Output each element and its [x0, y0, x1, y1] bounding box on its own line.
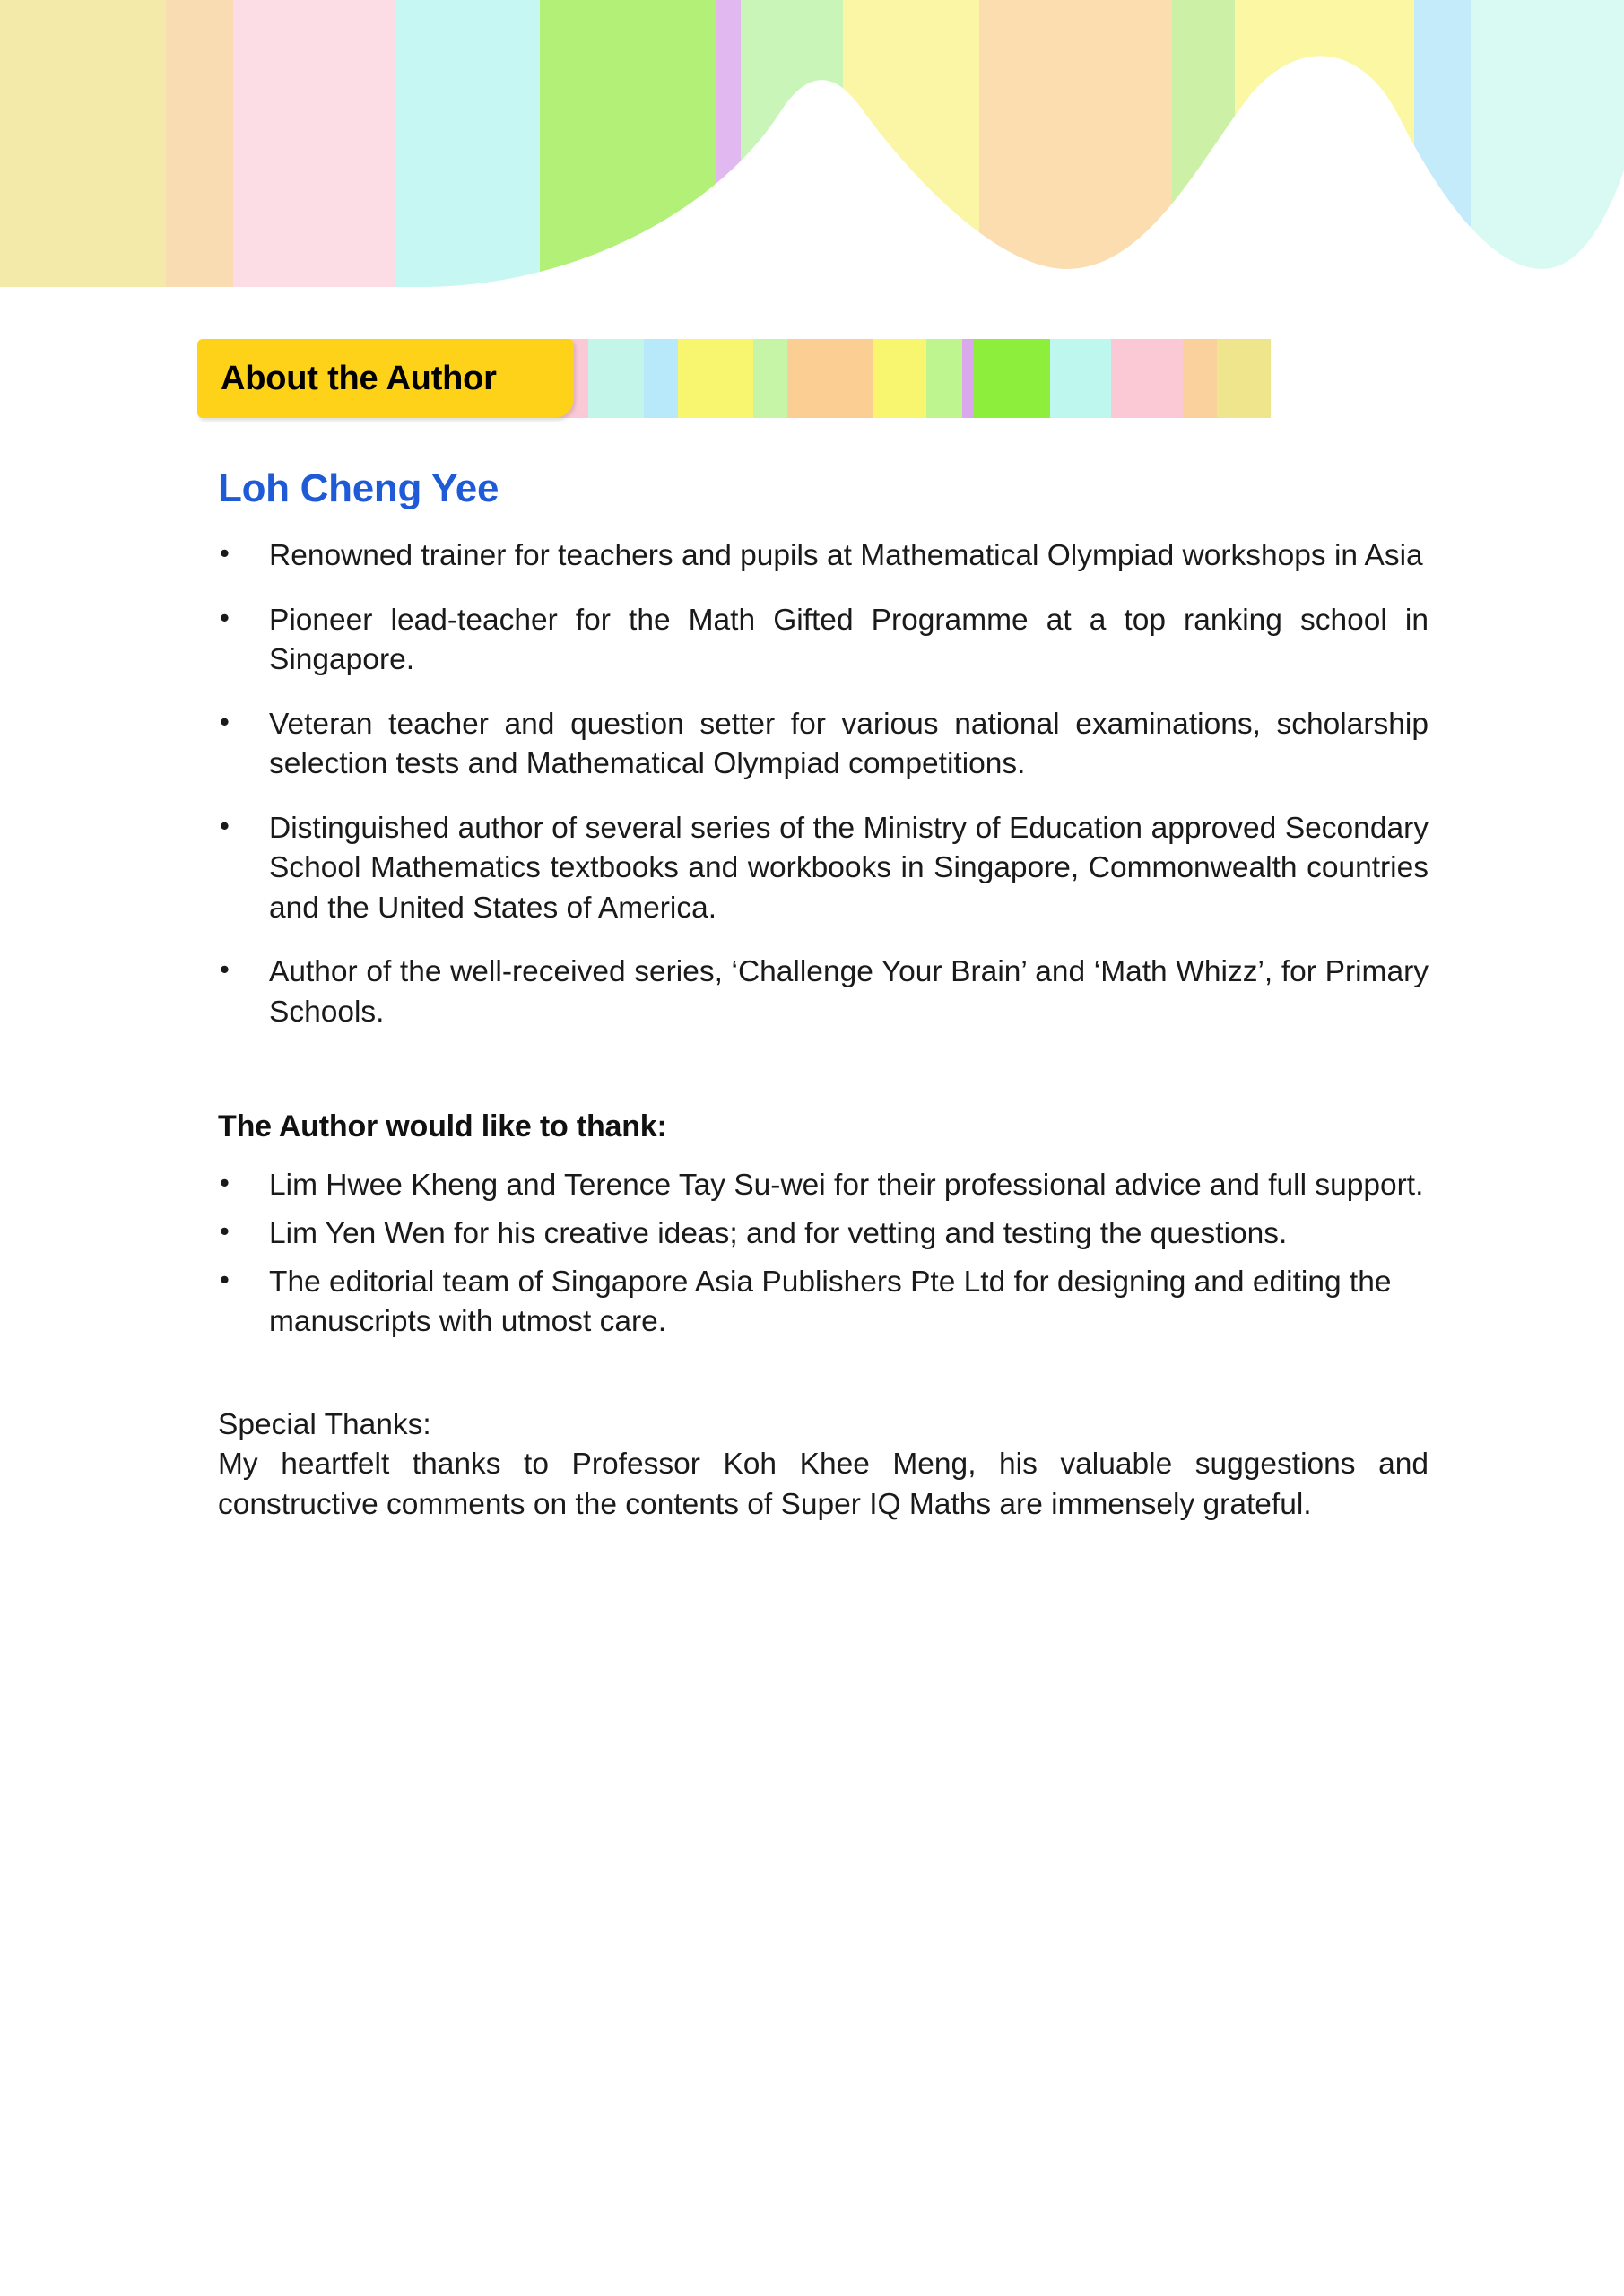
special-thanks-body: My heartfelt thanks to Professor Koh Khee Meng, his valuable suggestions and constructive comments on the contents of Super IQ Maths are immensely grateful. [218, 1448, 1429, 1521]
banner-stripe [233, 0, 395, 287]
banner-stripe [395, 0, 540, 287]
header-stripe [678, 339, 753, 418]
acknowledgements-heading: The Author would like to thank: [218, 1109, 667, 1144]
special-thanks-label: Special Thanks: [218, 1407, 431, 1441]
banner-stripe [843, 0, 979, 287]
header-stripe [644, 339, 678, 418]
page-content [218, 466, 1429, 1525]
header-stripe [787, 339, 873, 418]
banner-stripe-group [0, 0, 1624, 287]
acknowledgements-list [218, 1166, 1429, 1342]
banner-stripe [1414, 0, 1471, 287]
banner-stripe [166, 0, 233, 287]
list-item: • Veteran teacher and question setter for various national examinations, scholarship selection tests and Mathematical Olympiad competitions. [218, 705, 1429, 785]
header-stripe [1183, 339, 1217, 418]
author-name-heading: Loh Cheng Yee [218, 466, 499, 510]
header-stripe [1050, 339, 1111, 418]
header-stripe [753, 339, 787, 418]
banner-stripe [1235, 0, 1414, 287]
special-thanks-block [218, 1405, 1429, 1526]
header-stripe [1111, 339, 1183, 418]
header-stripe [588, 339, 644, 418]
list-item: • Renowned trainer for teachers and pupils at Mathematical Olympiad workshops in Asia [218, 536, 1429, 577]
banner-stripe [0, 0, 166, 287]
banner-stripe [540, 0, 716, 287]
section-title: About the Author [221, 359, 497, 397]
list-item: • The editorial team of Singapore Asia Publishers Pte Ltd for designing and editing the manuscripts with utmost care. [218, 1263, 1429, 1343]
banner-stripe [716, 0, 741, 287]
banner-stripe [741, 0, 843, 287]
banner-stripe [1172, 0, 1235, 287]
list-item: • Lim Hwee Kheng and Terence Tay Su-wei for their professional advice and full support. [218, 1166, 1429, 1206]
header-stripe [1217, 339, 1271, 418]
list-item: • Distinguished author of several series of the Ministry of Education approved Secondary School Mathematics textbooks and workbooks in Singapore, Commonwealth countries and the United States of America. [218, 809, 1429, 929]
banner-stripe [979, 0, 1172, 287]
author-credentials-list [218, 536, 1429, 1032]
header-stripe [973, 339, 1050, 418]
section-header [197, 339, 1429, 418]
about-the-author-tab [197, 339, 574, 418]
decorative-top-banner [0, 0, 1624, 287]
banner-stripes-svg [0, 0, 1624, 287]
header-stripe [873, 339, 926, 418]
banner-stripe [1471, 0, 1624, 287]
header-stripe [926, 339, 962, 418]
list-item: • Pioneer lead-teacher for the Math Gifted Programme at a top ranking school in Singapore. [218, 601, 1429, 681]
list-item: • Lim Yen Wen for his creative ideas; and for vetting and testing the questions. [218, 1214, 1429, 1255]
header-stripe [962, 339, 973, 418]
list-item: • Author of the well-received series, ‘Challenge Your Brain’ and ‘Math Whizz’, for Primary Schools. [218, 952, 1429, 1032]
